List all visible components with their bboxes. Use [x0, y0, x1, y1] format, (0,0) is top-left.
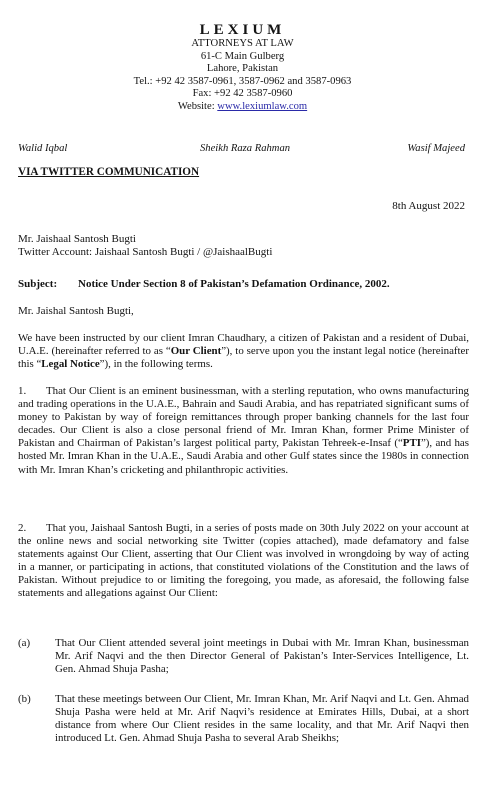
firm-fax: Fax: +92 42 3587-0960	[192, 88, 293, 100]
defined-term-pti: PTI	[402, 437, 421, 450]
firm-name: LEXIUM	[199, 22, 286, 38]
firm-telephone: Tel.: +92 42 3587-0961, 3587-0962 and 3587-0963	[133, 75, 352, 87]
intro-paragraph: We have been instructed by our client Imran Chaudhary, a citizen of Pakistan and a resident of Dubai, U.A.E. (hereinafter referred to as “Our Client”), to serve upon you the instant legal notice (hereinafter this “Legal Notice”), in the following terms.	[18, 332, 470, 371]
list-item-label: (b)	[18, 693, 31, 705]
letterhead	[0, 22, 485, 114]
firm-address-line-2: Lahore, Pakistan	[206, 63, 279, 75]
addressee-block	[18, 233, 272, 259]
delivery-method-heading: VIA TWITTER COMMUNICATION	[18, 166, 200, 178]
partner-name-2: Sheikh Raza Rahman	[200, 143, 291, 154]
paragraph-2: 2. That you, Jaishaal Santosh Bugti, in a series of posts made on 30th July 2022 on your account at the online news and social networking site Twitter (copies attached), made defamatory and false statements against Our Client, asserting that Our Client was involved in wrongdoing by way of acting in a manner, or participating in actions, that constituted violations of the Constitution and the laws of Pakistan. Without prejudice to or limiting the foregoing, you made, as aforesaid, the following false statements and allegations against Our Client:	[18, 522, 469, 600]
website-label: Website:	[177, 100, 218, 112]
paragraph-number: 1.	[18, 385, 27, 397]
defined-term-our-client: Our Client	[170, 345, 222, 358]
partner-name-3: Wasif Majeed	[407, 143, 465, 154]
paragraph-number: 2.	[18, 522, 27, 534]
partner-name-1: Walid Iqbal	[18, 143, 68, 154]
subject-text: Notice Under Section 8 of Pakistan’s Defamation Ordinance, 2002.	[78, 278, 390, 290]
addressee-account: Twitter Account: Jaishaal Santosh Bugti / @JaishaalBugti	[18, 246, 273, 258]
list-item-b	[18, 693, 469, 745]
website-link[interactable]: www.lexiumlaw.com	[217, 100, 308, 112]
subject-line	[18, 278, 390, 290]
list-item-a	[18, 637, 469, 676]
firm-address-line-1: 61-C Main Gulberg	[200, 50, 285, 62]
defined-term-legal-notice: Legal Notice	[41, 358, 100, 371]
letter-date: 8th August 2022	[392, 200, 465, 212]
list-item-label: (a)	[18, 637, 31, 649]
salutation: Mr. Jaishal Santosh Bugti,	[18, 305, 134, 317]
list-item-text: That these meetings between Our Client, Mr. Imran Khan, Mr. Arif Naqvi and Lt. Gen. Ahmad Shuja Pasha were held at Mr. Arif Naqvi’s residence at Emirates Hills, Dubai, at a short distance from where Our Client resides in the same locality, and that Mr. Arif Naqvi then introduced Lt. Gen. Ahmad Shuja Pasha to several Arab Sheikhs;	[55, 693, 469, 745]
firm-website	[0, 101, 485, 114]
addressee-name: Mr. Jaishaal Santosh Bugti	[18, 233, 136, 245]
subject-label: Subject:	[18, 278, 58, 290]
firm-tagline: ATTORNEYS AT LAW	[191, 38, 294, 49]
paragraph-1: 1. That Our Client is an eminent businessman, with a sterling reputation, who owns manufacturing and trading operations in the U.A.E., Bahrain and Saudi Arabia, and has repatriated significant sums of money to Pakistan by way of foreign remittances through proper banking channels for the last four decades. Our Client is also a close personal friend of Mr. Imran Khan, former Prime Minister of Pakistan and Chairman of Pakistan’s largest political party, Pakistan Tehreek-e-Insaf (“PTI”), and has hosted Mr. Imran Khan in the U.A.E., Saudi Arabia and other Gulf states since the 1980s in connection with Mr. Imran Khan’s cricketing and philanthropic activities.	[18, 385, 470, 476]
list-item-text: That Our Client attended several joint meetings in Dubai with Mr. Imran Khan, businessman Mr. Arif Naqvi and the then Director General of Pakistan’s Inter-Services Intelligence, Lt. Gen. Ahmad Shuja Pasha;	[55, 637, 469, 676]
